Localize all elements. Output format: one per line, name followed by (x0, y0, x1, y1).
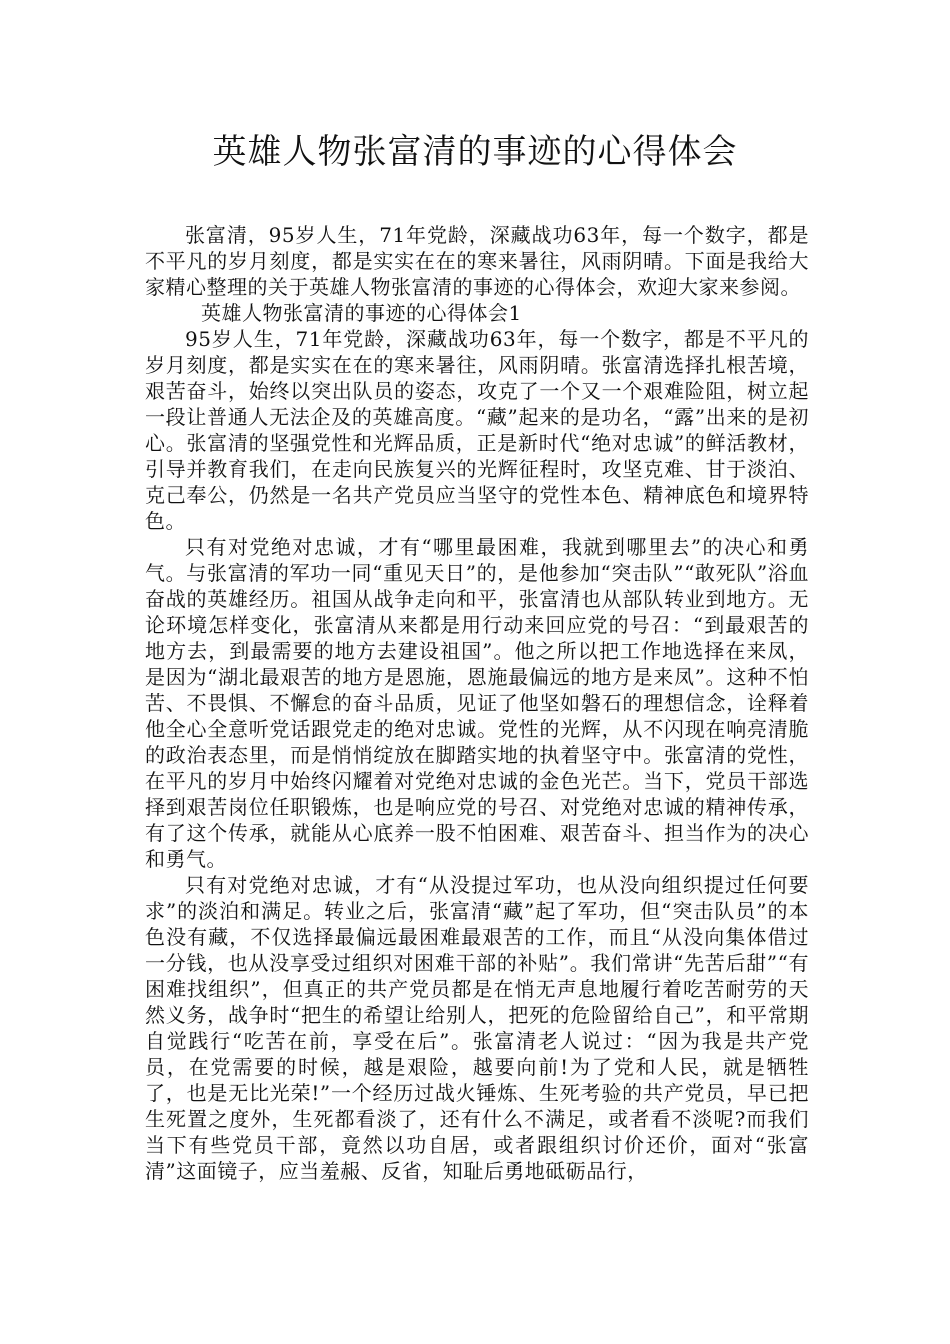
paragraph-1: 95岁人生，71年党龄，深藏战功63年，每一个数字，都是不平凡的岁月刻度，都是实实在在的寒来暑往，风雨阴晴。张富清选择扎根苦境，艰苦奋斗，始终以突出队员的姿态，攻克了一个又一个艰难险阻，树立起一段让普通人无法企及的英雄高度。“藏”起来的是功名，“露”出来的是初心。张富清的坚强党性和光辉品质，正是新时代“绝对忠诚”的鲜活教材，引导并教育我们，在走向民族复兴的光辉征程时，攻坚克难、甘于淡泊、克己奉公，仍然是一名共产党员应当坚守的党性本色、精神底色和境界特色。 (145, 327, 809, 533)
document-title: 英雄人物张富清的事迹的心得体会 (212, 132, 738, 172)
paragraph-intro: 张富清，95岁人生，71年党龄，深藏战功63年，每一个数字，都是不平凡的岁月刻度，都是实实在在的寒来暑往，风雨阴晴。下面是我给大家精心整理的关于英雄人物张富清的事迹的心得体会，欢迎大家来参阅。 (145, 223, 809, 299)
paragraph-2: 只有对党绝对忠诚，才有“哪里最困难，我就到哪里去”的决心和勇气。与张富清的军功一同“重见天日”的，是他参加“突击队”“敢死队”浴血奋战的英雄经历。祖国从战争走向和平，张富清也从部队转业到地方。无论环境怎样变化，张富清从来都是用行动来回应党的号召：“到最艰苦的地方去，到最需要的地方去建设祖国”。他之所以把工作地选择在来凤，是因为“湖北最艰苦的地方是恩施，恩施最偏远的地方是来凤”。这种不怕苦、不畏惧、不懈怠的奋斗品质，见证了他坚如磐石的理想信念，诠释着他全心全意听党话跟党走的绝对忠诚。党性的光辉，从不闪现在响亮清脆的政治表态里，而是悄悄绽放在脚踏实地的执着坚守中。张富清的党性，在平凡的岁月中始终闪耀着对党绝对忠诚的金色光芒。当下，党员干部选择到艰苦岗位任职锻炼，也是响应党的号召、对党绝对忠诚的精神传承，有了这个传承，就能从心底养一股不怕困难、艰苦奋斗、担当作为的决心和勇气。 (145, 535, 809, 871)
section-heading-1: 英雄人物张富清的事迹的心得体会1 (201, 301, 522, 325)
document-body (145, 222, 809, 1184)
paragraph-3: 只有对党绝对忠诚，才有“从没提过军功，也从没向组织提过任何要求”的淡泊和满足。转业之后，张富清“藏”起了军功，但“突击队员”的本色没有藏，不仅选择最偏远最困难最艰苦的工作，而且“从没向集体借过一分钱，也从没享受过组织对困难干部的补贴”。我们常讲“先苦后甜”“有困难找组织”，但真正的共产党员都是在悄无声息地履行着吃苦耐劳的天然义务，战争时“把生的希望让给别人，把死的危险留给自己”，和平常期自觉践行“吃苦在前，享受在后”。张富清老人说过：“因为我是共产党员，在党需要的时候，越是艰险，越要向前!为了党和人民，就是牺牲了，也是无比光荣!”一个经历过战火锤炼、生死考验的共产党员，早已把生死置之度外，生死都看淡了，还有什么不满足，或者看不淡呢?而我们当下有些党员干部，竟然以功自居，或者跟组织讨价还价，面对“张富清”这面镜子，应当羞赧、反省，知耻后勇地砥砺品行， (145, 873, 809, 1183)
